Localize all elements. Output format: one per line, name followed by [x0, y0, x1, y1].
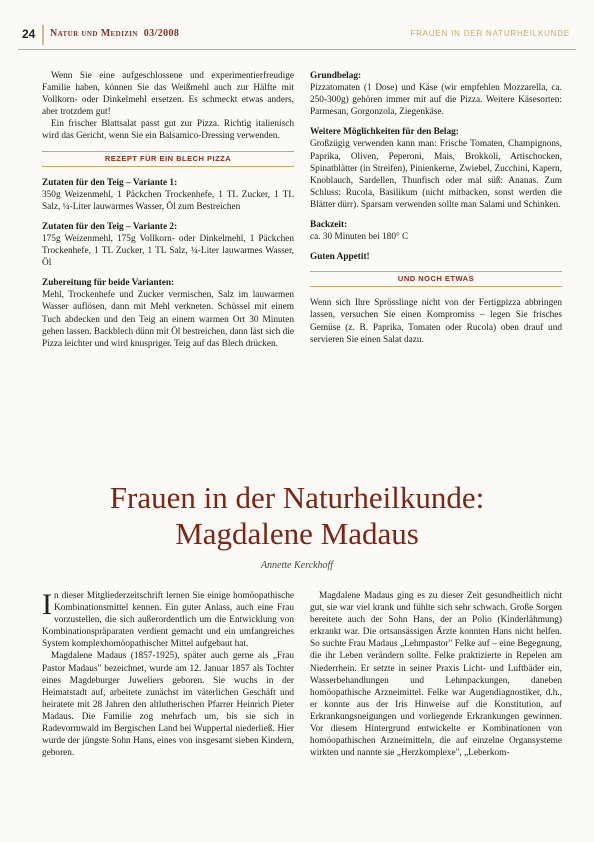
recipe-right-column — [310, 70, 562, 346]
bake-heading: Backzeit: — [310, 220, 348, 231]
article-title-line-1: Frauen in der Naturheilkunde: — [109, 480, 485, 515]
extra-box-heading: UND NOCH ETWAS — [310, 271, 562, 287]
article-paragraph-1 — [42, 590, 294, 650]
article-paragraph-3: Magdalene Madaus ging es zu dieser Zeit gesundheitlich nicht gut, sie war viel krank und fühlte sich sehr schwach. Große Sorgen bereitete auch der Sohn Hans, der an Polio (Kinderlähmung) erkrankt war. Die ortsansässigen Ärzte konnten Hans nicht helfen. So suchte Frau Madaus „Lehmpastor" Felke auf – eine Begegnung, die ihr Leben verändern sollte. Felke praktizierte in Repelen am Niederrhein. Er setzte in seiner Praxis Licht- und Luftbäder ein, Wasserbehandlungen und Lehmpackungen, daneben homöopathische Arzneimittel. Felke war Augendiagnostiker, d.h., er konnte aus der Iris Hinweise auf die Konstitution, auf Erkrankungsneigungen und vorliegende Erkrankungen gewinnen. Vor diesem Hintergrund entwickelte er Kombinationen von homöopathischen Arzneimitteln, die auf einzelne Organsysteme wirkten und nannte sie „Herzkomplexe", „Leberkom- — [310, 591, 562, 759]
more-text: Großzügig verwenden kann man: Frische Tomaten, Champignons, Paprika, Oliven, Peperoni, Mais, Brokkoli, Artischocken, Spinatblätter (in Streifen), Pinienkerne, Zwiebel, Zucchini, Kapern, Knoblauch, Sardellen, Thunfisch oder mal süß: Ananas. Zum Schluss: Rucola, Basilikum (nicht mitbacken, sonst werden die Blätter dürr). Sparsam verwenden sollte man Salami und Schinken. — [310, 139, 562, 210]
article-right-column — [310, 590, 562, 759]
extra-text: Wenn sich Ihre Sprösslinge nicht von der Fertigpizza abbringen lassen, versuchen Sie einen Kompromiss – legen Sie frisches Gemüse (z. B. Paprika, Tomaten oder Rucola) oben drauf und servieren Sie einen Salat dazu. — [310, 298, 562, 345]
issue-number: 03/2008 — [143, 28, 180, 39]
variant1-heading: Zutaten für den Teig – Variante 1: — [42, 177, 178, 188]
variant2-heading: Zutaten für den Teig – Variante 2: — [42, 221, 178, 232]
drop-cap: I — [42, 588, 52, 621]
article-title — [0, 480, 594, 552]
bake-text: ca. 30 Minuten bei 180° C — [310, 232, 409, 243]
variant2-text: 175g Weizenmehl, 175g Vollkorn- oder Dinkelmehl, 1 Päckchen Trockenhefe, 1 TL Zucker, 1 TL Salz, ¼-Liter lauwarmes Wasser, Öl — [42, 233, 294, 269]
base-heading: Grundbelag: — [310, 71, 362, 81]
running-header — [18, 27, 576, 50]
article-left-column — [42, 590, 294, 759]
recipe-box-heading: REZEPT FÜR EIN BLECH PIZZA — [42, 151, 294, 167]
closing-line: Guten Appetit! — [310, 252, 370, 263]
intro-paragraph-2: Ein frischer Blattsalat passt gut zur Pizza. Richtig italienisch wird das Gericht, wenn Sie ein Balsamico-Dressing verwenden. — [42, 119, 294, 142]
article-paragraph-2: Magdalene Madaus (1857-1925), später auch gerne als „Frau Pastor Madaus" bezeichnet, wurde am 12. Januar 1857 als Tochter eines Magdeburger Juweliers geboren. Sie wuchs in der Heimatstadt auf, arbeitete zunächst im väterlichen Geschäft und heiratete mit 28 Jahren den altlutherischen Pfarrer Heinrich Pieter Madaus. Die Familie zog mehrfach um, bis sie sich in Radevormwald im Bergischen Land bei Wuppertal niederließ. Hier wurde der jüngste Sohn Hans, eines von insgesamt sieben Kindern, geboren. — [42, 651, 294, 759]
article-title-line-2: Magdalene Madaus — [175, 516, 419, 551]
section-title: FRAUEN IN DER NATURHEILKUNDE — [410, 29, 570, 38]
prep-text: Mehl, Trockenhefe und Zucker vermischen, Salz im lauwarmen Wasser auflösen, dann mit Mehl verkneten. Schüssel mit einem Tuch abdecken und den Teig an einem warmen Ort 30 Minuten gehen lassen. Backblech dünn mit Öl bestreichen, dann läst sich die Pizza leichter und wird knuspriger. Teig auf das Blech drücken. — [42, 290, 294, 349]
prep-heading: Zubereitung für beide Varianten: — [42, 278, 175, 289]
magazine-title — [50, 28, 179, 39]
variant1-text: 350g Weizenmehl, 1 Päckchen Trockenhefe, 1 TL Zucker, 1 TL Salz, ¼-Liter lauwarmes Wasser, Öl zum Bestreichen — [42, 189, 294, 212]
magazine-name: Natur und Medizin — [50, 28, 138, 39]
recipe-left-column — [42, 70, 294, 350]
intro-paragraph-1: Wenn Sie eine aufgeschlossene und experimentierfreudige Familie haben, können Sie das Weißmehl auch zur Hälfte mit Vollkorn- oder Dinkelmehl ersetzen. Es schmeckt etwas anders, aber trotzdem gut! — [42, 71, 294, 118]
page-number: 24 — [22, 27, 36, 41]
article-author: Annette Kerckhoff — [260, 560, 334, 571]
header-divider — [42, 25, 44, 45]
base-text: Pizzatomaten (1 Dose) und Käse (wir empfehlen Mozzarella, ca. 250-300g) gehören immer mit auf die Pizza. Weitere Käsesorten: Parmesan, Gorgonzola, Ziegenkäse. — [310, 83, 562, 118]
more-heading: Weitere Möglichkeiten für den Belag: — [310, 127, 459, 138]
article-paragraph-1-text: n dieser Mitgliederzeitschrift lernen Sie einige homöopathische Kombinationsmittel kennen. Ein guter Anlass, auch eine Frau vorzustellen, die sich außerordentlich um die Entwicklung von Kombinationspräparaten verdient gemacht und ein umfangreiches System komplexhomöopathischer Mittel aufgebaut hat. — [42, 591, 294, 650]
